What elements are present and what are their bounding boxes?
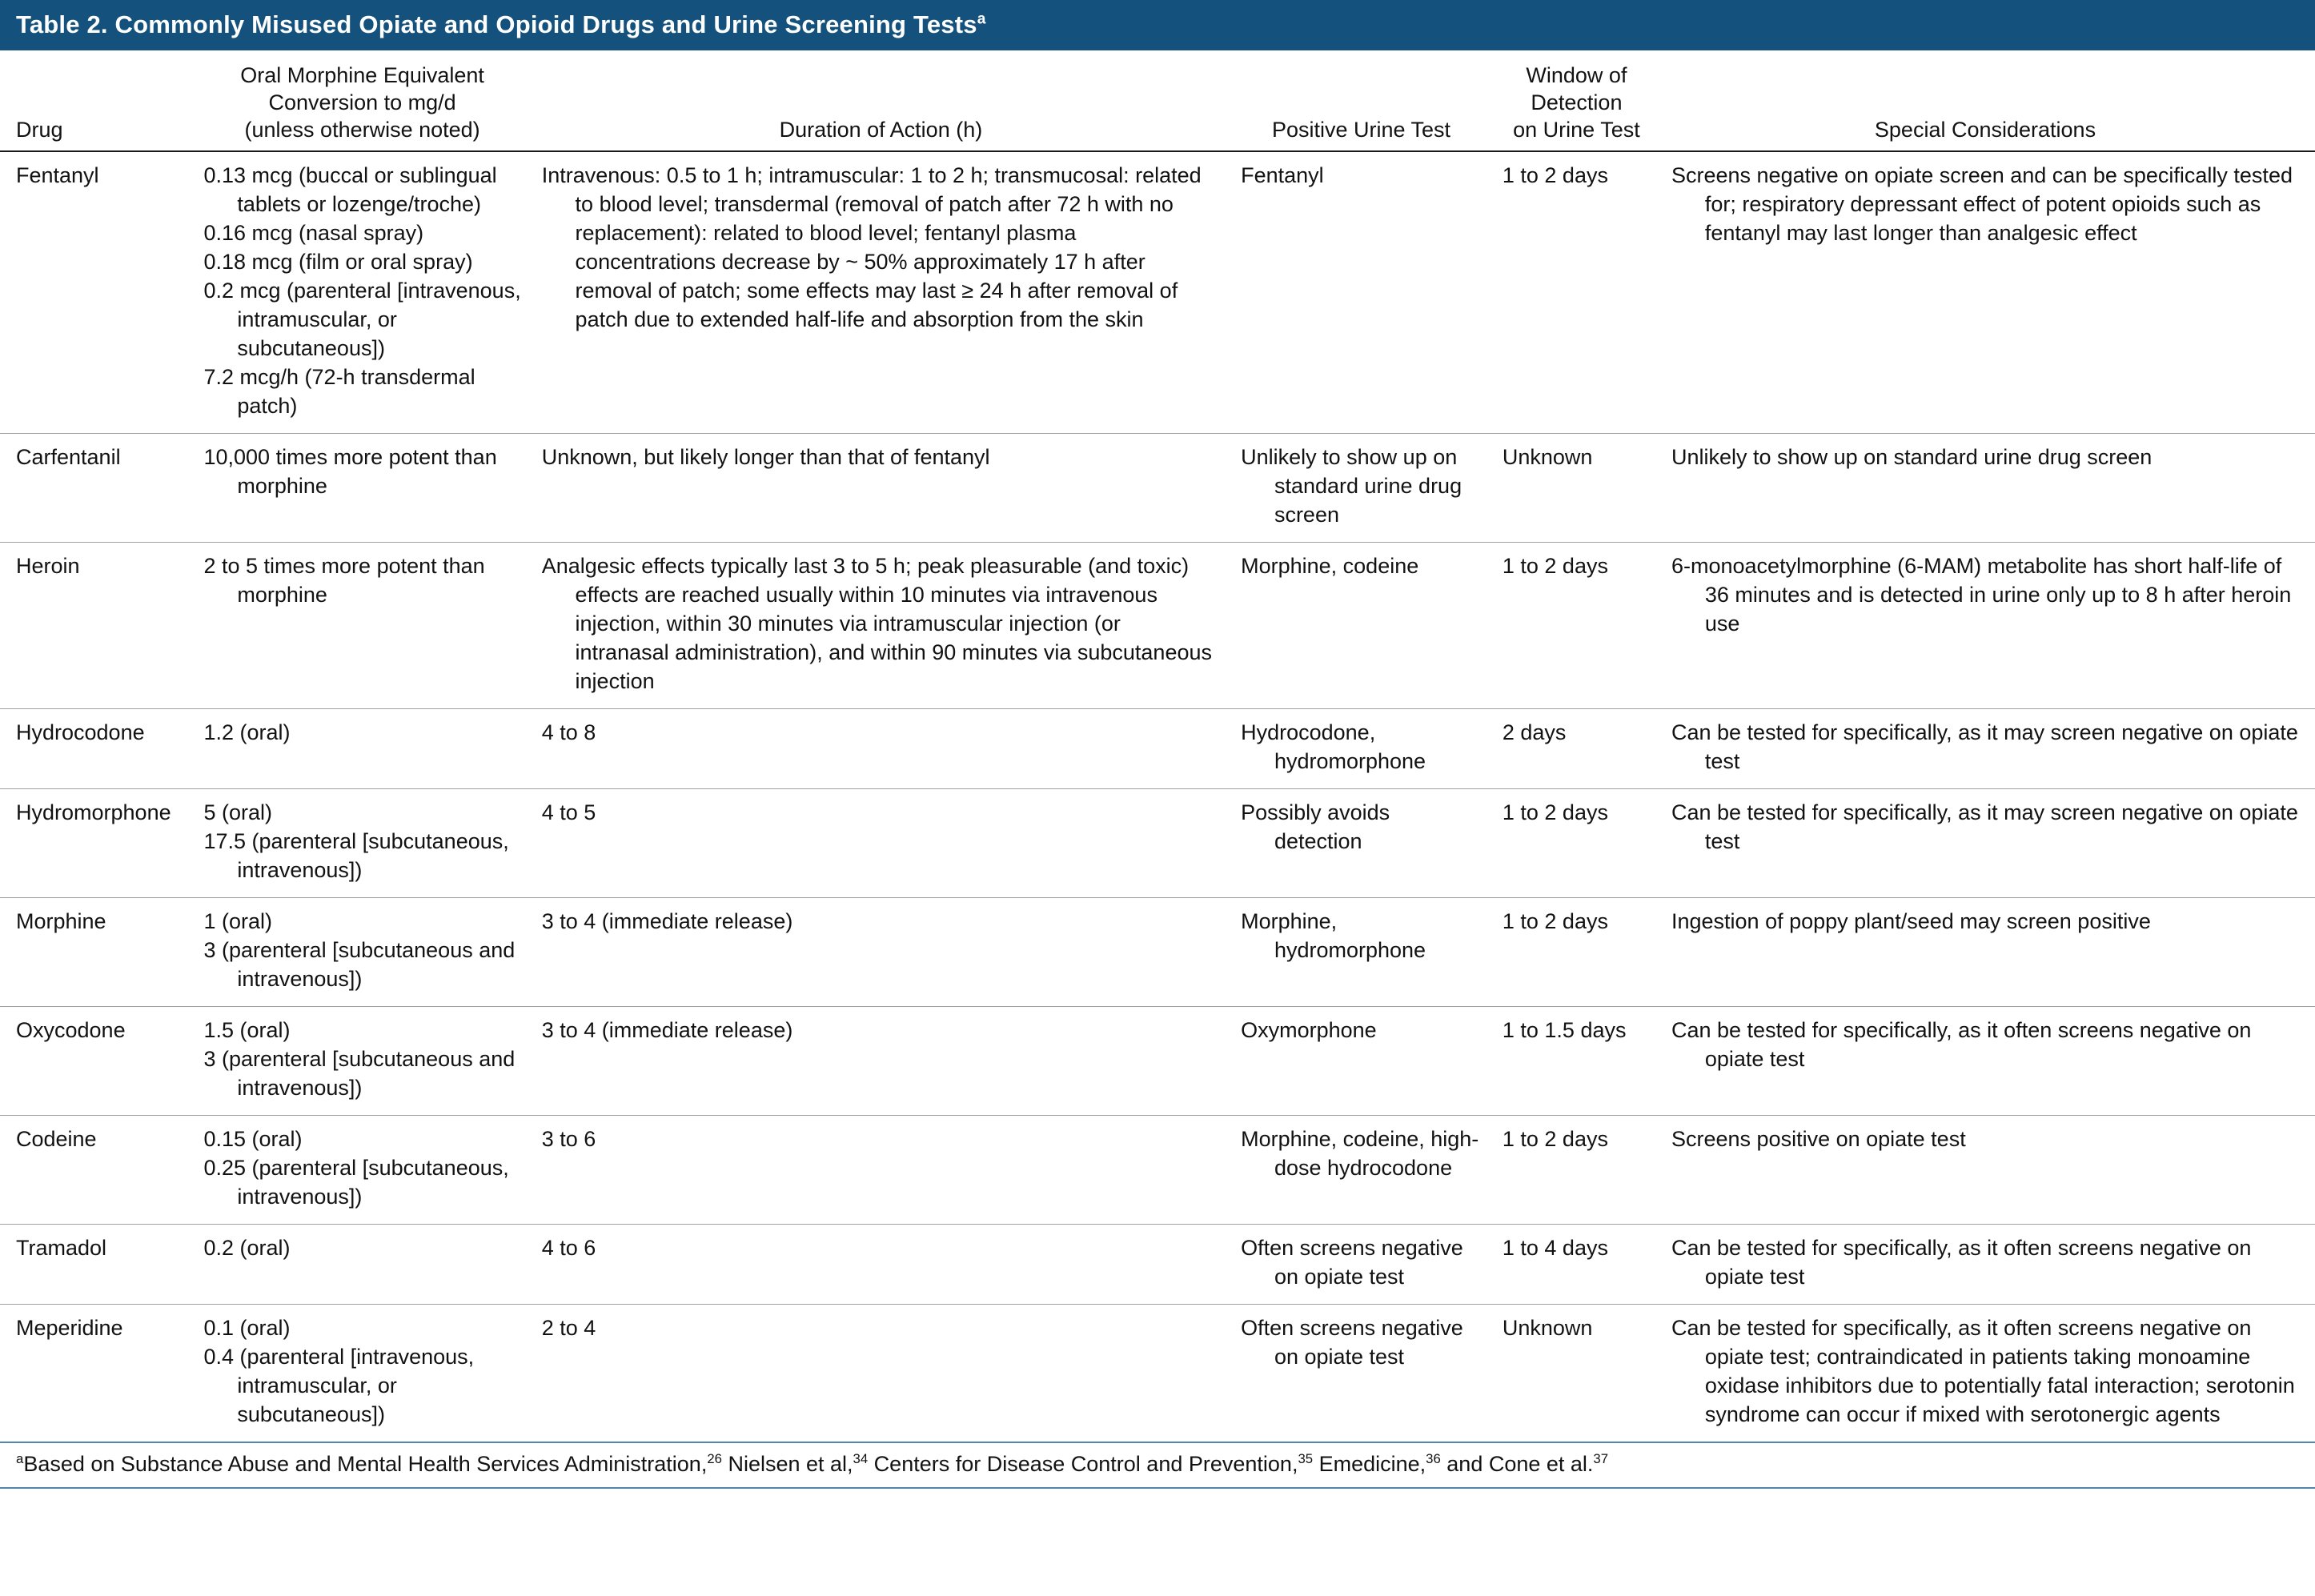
cell-paragraph: Morphine, codeine [1241, 554, 1419, 578]
cell-paragraph: Fentanyl [1241, 163, 1324, 187]
cell-special-considerations [1671, 151, 2315, 434]
cell-duration-of-action [542, 1225, 1241, 1305]
cell-special-considerations [1671, 789, 2315, 898]
cell-paragraph: 1 to 2 days [1502, 909, 1608, 933]
cell-window-of-detection [1503, 1116, 1671, 1225]
col-header-drug: Drug [0, 50, 203, 151]
cell-paragraph: 1.5 (oral) [203, 1018, 291, 1042]
cell-paragraph: Unknown, but likely longer than that of fentanyl [541, 445, 990, 469]
cell-paragraph: Unknown [1502, 445, 1593, 469]
cell-paragraph: Can be tested for specifically, as it often screens negative on opiate test; contraindicated in patients taking monoamine oxidase inhibitors due to potentially fatal interaction; serotonin syndrome can occur if mixed with serotonergic agents [1671, 1316, 2295, 1426]
cell-window-of-detection [1503, 1007, 1671, 1116]
col-header-positive-urine-test: Positive Urine Test [1241, 50, 1503, 151]
cell-drug [0, 1305, 203, 1442]
cell-paragraph: Can be tested for specifically, as it may screen negative on opiate test [1671, 720, 2298, 773]
cell-paragraph: 7.2 mcg/h (72-h transdermal patch) [203, 365, 475, 418]
cell-duration-of-action [542, 543, 1241, 709]
cell-paragraph: Unlikely to show up on standard urine drug screen [1241, 445, 1462, 527]
col-header-duration-of-action: Duration of Action (h) [542, 50, 1241, 151]
cell-paragraph: Can be tested for specifically, as it may screen negative on opiate test [1671, 800, 2298, 853]
cell-conversion [203, 709, 541, 789]
table-footnote: $^a$Based on Substance Abuse and Mental Health Services Administration,$^{26}$ Nielsen et al,$^{34}$ Centers for Disease Control and Prevention,$^{35}$ Emedicine,$^{36}$ and Cone et al.$^{37}$ [0, 1442, 2315, 1489]
cell-conversion [203, 1305, 541, 1442]
cell-paragraph: Screens negative on opiate screen and can be specifically tested for; respiratory depressant effect of potent opioids such as fentanyl may last longer than analgesic effect [1671, 163, 2293, 245]
cell-conversion [203, 789, 541, 898]
cell-paragraph: Ingestion of poppy plant/seed may screen positive [1671, 909, 2151, 933]
cell-special-considerations [1671, 1225, 2315, 1305]
cell-window-of-detection [1503, 1225, 1671, 1305]
cell-window-of-detection [1503, 434, 1671, 543]
cell-drug [0, 898, 203, 1007]
footnote-superscript: 26 [707, 1451, 722, 1466]
cell-paragraph: 10,000 times more potent than morphine [203, 445, 497, 498]
col-header-special-considerations: Special Considerations [1671, 50, 2315, 151]
cell-positive-urine-test [1241, 434, 1503, 543]
table-row [0, 151, 2315, 434]
table-row [0, 1116, 2315, 1225]
cell-drug [0, 1007, 203, 1116]
footnote-superscript: a [16, 1451, 24, 1466]
cell-positive-urine-test [1241, 898, 1503, 1007]
cell-drug [0, 709, 203, 789]
cell-paragraph: 4 to 5 [541, 800, 596, 824]
cell-window-of-detection [1503, 1305, 1671, 1442]
cell-paragraph: 1 to 2 days [1502, 1127, 1608, 1151]
cell-duration-of-action [542, 709, 1241, 789]
cell-special-considerations [1671, 709, 2315, 789]
cell-paragraph: Unlikely to show up on standard urine drug screen [1671, 445, 2153, 469]
cell-paragraph: 0.4 (parenteral [intravenous, intramuscular, or subcutaneous]) [203, 1345, 475, 1426]
table-row [0, 898, 2315, 1007]
cell-paragraph: 0.16 mcg (nasal spray) [203, 221, 424, 245]
cell-paragraph: Morphine, codeine, high-dose hydrocodone [1241, 1127, 1479, 1180]
cell-paragraph: 0.18 mcg (film or oral spray) [203, 250, 473, 274]
cell-paragraph: 1 to 2 days [1502, 554, 1608, 578]
cell-paragraph: 0.1 (oral) [203, 1316, 291, 1340]
cell-duration-of-action [542, 1007, 1241, 1116]
cell-paragraph: Oxycodone [16, 1018, 126, 1042]
cell-window-of-detection [1503, 898, 1671, 1007]
cell-paragraph: Screens positive on opiate test [1671, 1127, 1966, 1151]
cell-paragraph: 0.25 (parenteral [subcutaneous, intravenous]) [203, 1156, 509, 1209]
cell-conversion [203, 898, 541, 1007]
cell-paragraph: 1 to 1.5 days [1502, 1018, 1627, 1042]
cell-paragraph: 3 to 4 (immediate release) [541, 909, 793, 933]
cell-paragraph: Often screens negative on opiate test [1241, 1316, 1463, 1369]
footnote-superscript: 34 [853, 1451, 869, 1466]
cell-conversion [203, 1007, 541, 1116]
cell-paragraph: 5 (oral) [203, 800, 273, 824]
cell-duration-of-action [542, 151, 1241, 434]
cell-special-considerations [1671, 898, 2315, 1007]
cell-drug [0, 543, 203, 709]
footnote-superscript: 37 [1593, 1451, 1609, 1466]
cell-duration-of-action [542, 434, 1241, 543]
cell-special-considerations [1671, 543, 2315, 709]
table-row [0, 709, 2315, 789]
col-header-window-of-detection: Window of Detection on Urine Test [1503, 50, 1671, 151]
cell-duration-of-action [542, 1116, 1241, 1225]
cell-special-considerations [1671, 434, 2315, 543]
cell-paragraph: 4 to 6 [541, 1236, 596, 1260]
cell-drug [0, 1225, 203, 1305]
cell-paragraph: 3 (parenteral [subcutaneous and intravenous]) [203, 938, 516, 991]
cell-drug [0, 434, 203, 543]
cell-paragraph: 1.2 (oral) [203, 720, 291, 744]
cell-paragraph: 4 to 8 [541, 720, 596, 744]
cell-conversion [203, 151, 541, 434]
cell-paragraph: 1 to 2 days [1502, 800, 1608, 824]
cell-paragraph: Morphine [16, 909, 106, 933]
cell-positive-urine-test [1241, 709, 1503, 789]
cell-paragraph: Hydrocodone, hydromorphone [1241, 720, 1426, 773]
cell-paragraph: 2 days [1502, 720, 1567, 744]
cell-paragraph: Possibly avoids detection [1241, 800, 1390, 853]
table-title-superscript: a [977, 10, 986, 28]
cell-paragraph: Fentanyl [16, 163, 99, 187]
cell-paragraph: 1 (oral) [203, 909, 273, 933]
cell-paragraph: 3 to 6 [541, 1127, 596, 1151]
cell-paragraph: 17.5 (parenteral [subcutaneous, intravenous]) [203, 829, 509, 882]
table-row [0, 1007, 2315, 1116]
cell-window-of-detection [1503, 543, 1671, 709]
cell-paragraph: Intravenous: 0.5 to 1 h; intramuscular: 1 to 2 h; transmucosal: related to blood level; transdermal (removal of patch after 72 h with no replacement): related to blood level; fentanyl plasma concentrations decrease by ~ 50% approximately 17 h after removal of patch; some effects may last ≥ 24 h after removal of patch due to extended half-life and absorption from the skin [541, 163, 1202, 331]
footnote-superscript: 36 [1426, 1451, 1441, 1466]
cell-paragraph: 6-monoacetylmorphine (6-MAM) metabolite has short half-life of 36 minutes and is detected in urine only up to 8 h after heroin use [1671, 554, 2292, 636]
cell-duration-of-action [542, 898, 1241, 1007]
cell-paragraph: Can be tested for specifically, as it often screens negative on opiate test [1671, 1236, 2252, 1289]
cell-window-of-detection [1503, 789, 1671, 898]
cell-positive-urine-test [1241, 1116, 1503, 1225]
cell-paragraph: 0.2 mcg (parenteral [intravenous, intramuscular, or subcutaneous]) [203, 279, 521, 360]
cell-conversion [203, 434, 541, 543]
cell-paragraph: Carfentanil [16, 445, 121, 469]
cell-paragraph: 0.2 (oral) [203, 1236, 291, 1260]
cell-window-of-detection [1503, 151, 1671, 434]
col-header-oral-morphine-equivalent-conversion: Oral Morphine Equivalent Conversion to mg/d (unless otherwise noted) [203, 50, 541, 151]
cell-positive-urine-test [1241, 1305, 1503, 1442]
table-title-bar [0, 0, 2315, 50]
table-row [0, 543, 2315, 709]
cell-paragraph: Morphine, hydromorphone [1241, 909, 1426, 962]
table-title: Table 2. Commonly Misused Opiate and Opioid Drugs and Urine Screening Tests [16, 10, 977, 38]
cell-paragraph: 2 to 5 times more potent than morphine [203, 554, 485, 607]
cell-drug [0, 789, 203, 898]
cell-paragraph: Unknown [1502, 1316, 1593, 1340]
cell-paragraph: Codeine [16, 1127, 97, 1151]
cell-conversion [203, 1225, 541, 1305]
cell-positive-urine-test [1241, 543, 1503, 709]
cell-paragraph: Heroin [16, 554, 80, 578]
cell-drug [0, 1116, 203, 1225]
cell-paragraph: Often screens negative on opiate test [1241, 1236, 1463, 1289]
cell-special-considerations [1671, 1116, 2315, 1225]
cell-paragraph: 1 to 2 days [1502, 163, 1608, 187]
cell-paragraph: 2 to 4 [541, 1316, 596, 1340]
cell-paragraph: Meperidine [16, 1316, 123, 1340]
footnote-superscript: 35 [1298, 1451, 1314, 1466]
cell-special-considerations [1671, 1305, 2315, 1442]
cell-duration-of-action [542, 1305, 1241, 1442]
table-row [0, 1305, 2315, 1442]
cell-paragraph: Oxymorphone [1241, 1018, 1377, 1042]
header-row [0, 50, 2315, 151]
cell-positive-urine-test [1241, 1007, 1503, 1116]
table-row [0, 789, 2315, 898]
cell-conversion [203, 543, 541, 709]
cell-paragraph: Analgesic effects typically last 3 to 5 h; peak pleasurable (and toxic) effects are reached usually within 10 minutes via intravenous injection, within 30 minutes via intramuscular injection (or intranasal administration), and within 90 minutes via subcutaneous injection [541, 554, 1212, 693]
cell-paragraph: 3 to 4 (immediate release) [541, 1018, 793, 1042]
table-body [0, 151, 2315, 1442]
cell-window-of-detection [1503, 709, 1671, 789]
drug-screening-table [0, 50, 2315, 1442]
cell-paragraph: Hydromorphone [16, 800, 171, 824]
table-row [0, 434, 2315, 543]
table-row [0, 1225, 2315, 1305]
cell-positive-urine-test [1241, 1225, 1503, 1305]
cell-paragraph: 0.13 mcg (buccal or sublingual tablets or lozenge/troche) [203, 163, 497, 216]
cell-duration-of-action [542, 789, 1241, 898]
cell-paragraph: Can be tested for specifically, as it often screens negative on opiate test [1671, 1018, 2252, 1071]
cell-special-considerations [1671, 1007, 2315, 1116]
cell-paragraph: 1 to 4 days [1502, 1236, 1608, 1260]
cell-paragraph: Hydrocodone [16, 720, 145, 744]
cell-positive-urine-test [1241, 789, 1503, 898]
cell-positive-urine-test [1241, 151, 1503, 434]
cell-drug [0, 151, 203, 434]
cell-paragraph: 0.15 (oral) [203, 1127, 303, 1151]
table-header [0, 50, 2315, 151]
cell-paragraph: 3 (parenteral [subcutaneous and intravenous]) [203, 1047, 516, 1100]
cell-conversion [203, 1116, 541, 1225]
cell-paragraph: Tramadol [16, 1236, 107, 1260]
